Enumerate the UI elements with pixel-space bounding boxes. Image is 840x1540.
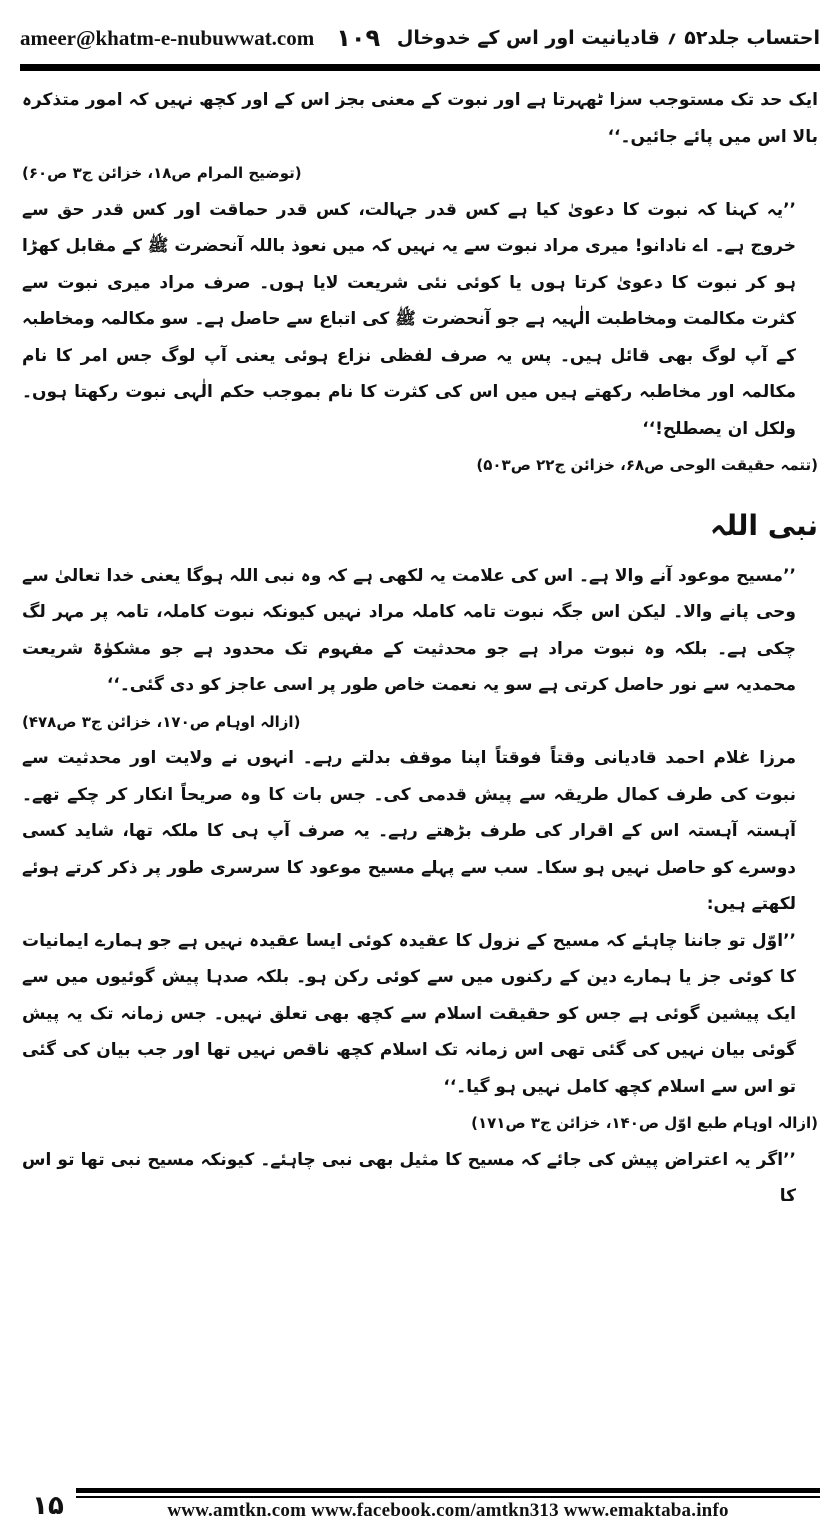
paragraph-5: ’’اوّل تو جاننا چاہئے کہ مسیح کے نزول کا عقیدہ کوئی ایسا عقیدہ نہیں ہے جو ہمارے ایمانیات کا کوئی جز یا ہمارے دین کے رکنوں میں سے کوئی رکن ہو۔ بلکہ صدہا پیش گوئیوں میں سے ایک پیشین گوئی ہے جس کو حقیقت اسلام سے کچھ بھی تعلق نہیں۔ جس زمانہ تک یہ پیش گوئی بیان نہیں کی گئی تھی اس زمانہ تک اسلام کچھ ناقص نہیں تھا اور جب بیان کی گئی تو اس سے اسلام کچھ کامل نہیں ہو گیا۔‘‘: [22, 930, 796, 1097]
reference-2: (تتمہ حقیقت الوحی ص۶۸، خزائن ج۲۲ ص۵۰۳): [476, 456, 818, 474]
header-title: احتساب جلد۵۲ ؍ قادیانیت اور اس کے خدوخال: [396, 27, 820, 49]
header-page-number: ١٠٩: [336, 24, 381, 52]
reference-3-line: [22, 704, 818, 741]
section-heading: نبی اللہ: [710, 508, 818, 542]
reference-5-line: [22, 1105, 818, 1142]
paragraph-1: [22, 82, 818, 155]
reference-3: (ازالہ اوہام ص۱۷۰، خزائن ج۳ ص۴۷۸): [22, 712, 301, 731]
page-footer: [20, 1486, 820, 1526]
page-header: [20, 16, 820, 60]
header-email: ameer@khatm-e-nubuwwat.com: [20, 25, 315, 50]
reference-5: (ازالہ اوہام طبع اوّل ص۱۴۰، خزائن ج۳ ص۱۷۱): [471, 1114, 818, 1132]
paragraph-6: ’’اگر یہ اعتراض پیش کی جائے کہ مسیح کا مثیل بھی نبی چاہئے۔ کیونکہ مسیح نبی تھا تو اس کا: [22, 1149, 796, 1206]
reference-2-line: [22, 447, 818, 484]
paragraph-4: مرزا غلام احمد قادیانی وقتاً فوقتاً اپنا موقف بدلتے رہے۔ انہوں نے ولایت اور محدثیت سے نبوت کی طرف کمال طریقہ سے پیش قدمی کی۔ جس بات کا وہ صریحاً انکار کر چکے تھے۔ آہستہ آہستہ اس کے اقرار کی طرف بڑھتے رہے۔ یہ صرف آپ ہی کا ملکہ تھا، شاید کسی دوسرے کو حاصل نہیں ہو سکا۔ سب سے پہلے مسیح موعود کا سرسری طور پر ذکر کرتے ہوئے لکھتے ہیں:: [22, 748, 796, 914]
paragraph-3: ’’مسیح موعود آنے والا ہے۔ اس کی علامت یہ لکھی ہے کہ وہ نبی اللہ ہوگا یعنی خدا تعالیٰ سے وحی پانے والا۔ لیکن اس جگہ نبوت تامہ کاملہ مراد نہیں کیونکہ نبوت کاملہ، تامہ پر مہر لگ چکی ہے۔ بلکہ وہ نبوت مراد ہے جو محدثیت کے مفہوم تک محدود ہے جو مشکوٰۃ شریعت محمدیہ سے نور حاصل کرتی ہے سو یہ نعمت خاص طور پر اسی عاجز کو دی گئی۔‘‘: [22, 565, 796, 695]
reference-1-line: [22, 155, 818, 192]
footer-websites: www.amtkn.com www.facebook.com/amtkn313 www.emaktaba.info: [167, 1500, 729, 1521]
footer-rule-thick: [76, 1488, 820, 1493]
paragraph-2: ’’یہ کہنا کہ نبوت کا دعویٰ کیا ہے کس قدر جہالت، کس قدر حماقت اور کس قدر حق سے خروج ہے۔ اے نادانو! میری مراد نبوت سے یہ نہیں کہ میں نعوذ باللہ آنحضرت ﷺ کے مقابل کھڑا ہو کر نبوت کا دعویٰ کرتا ہوں یا کوئی نئی شریعت لایا ہوں۔ صرف مراد میری نبوت سے کثرت مکالمت ومخاطبت الٰہیہ ہے جو آنحضرت ﷺ کی اتباع سے حاصل ہے۔ سو مکالمہ ومخاطبہ کے آپ لوگ بھی قائل ہیں۔ پس یہ صرف لفظی نزاع ہوئی یعنی آپ لوگ جس امر کا نام مکالمہ اور مخاطبہ رکھتے ہیں میں اس کی کثرت کا نام بموجب حکم الٰہی نبوت رکھتا ہوں۔ ولکل ان یصطلح!‘‘: [22, 199, 796, 439]
page-body: [22, 82, 818, 1215]
footer-bar: [76, 1486, 820, 1526]
header-rule: [20, 64, 820, 71]
footer-rule-thin: [76, 1496, 820, 1498]
footer-page-number: ١۵: [32, 1491, 64, 1521]
reference-1: (توضیح المرام ص۱۸، خزائن ج۳ ص۶۰): [22, 164, 302, 182]
paragraph-1-text: ایک حد تک مستوجب سزا ٹھہرتا ہے اور نبوت کے معنی بجز اس کے اور کچھ نہیں کہ امور متذکرہ بالا اس میں پائے جائیں۔‘‘: [22, 90, 818, 147]
